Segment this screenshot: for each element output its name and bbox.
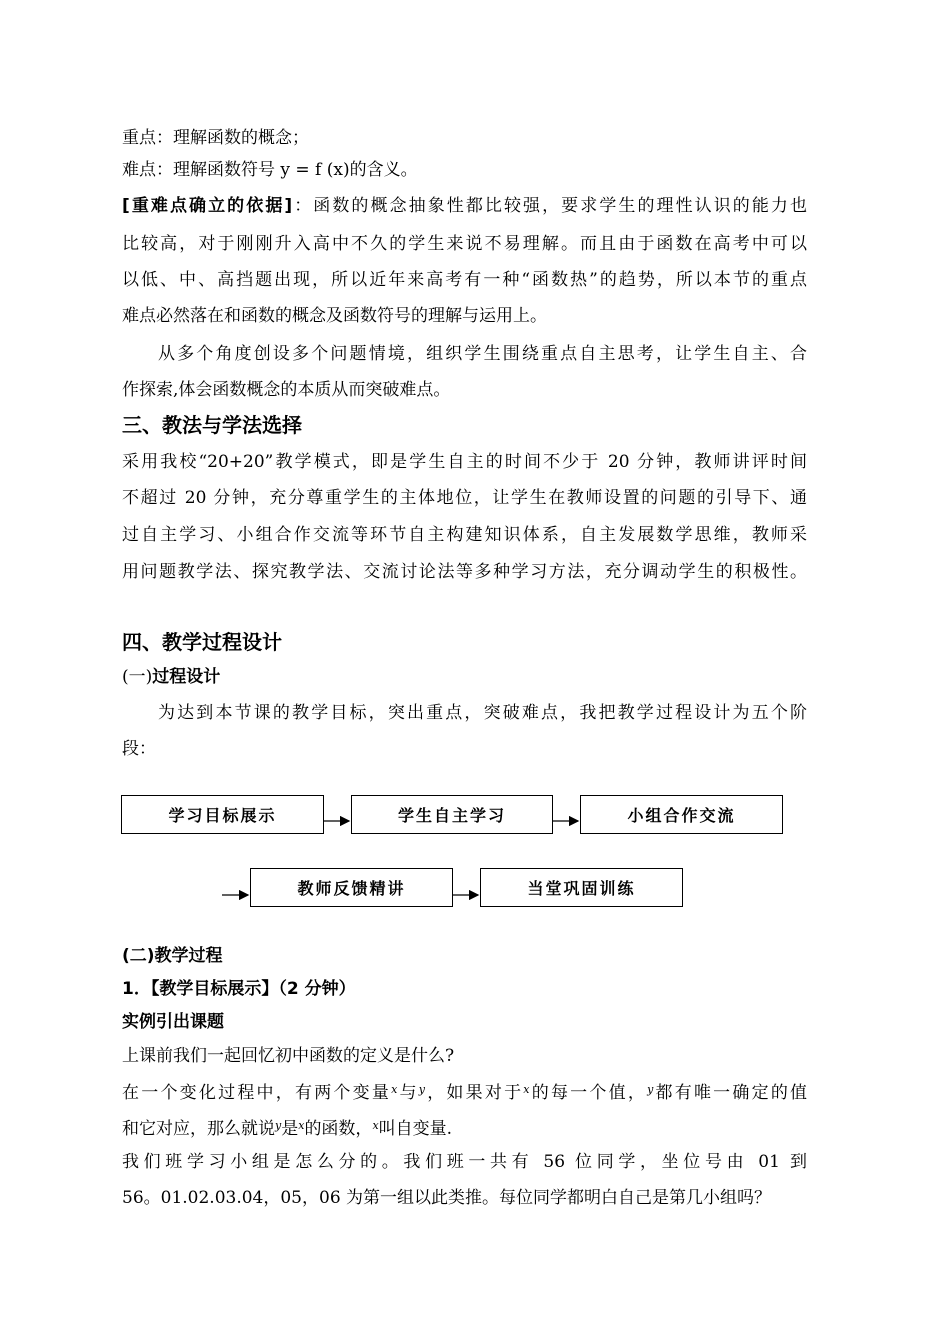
- paragraph-line: 56。01.02.03.04，05，06 为第一组以此类推。每位同学都明白自己是第几小组吗？: [122, 1188, 772, 1208]
- var-x: x: [391, 1083, 398, 1096]
- paragraph-line: 作探索,体会函数概念的本质从而突破难点。: [122, 380, 451, 400]
- flow-box-group-exchange: 小组合作交流: [580, 795, 783, 834]
- difficult-point-line: 难点：理解函数符号 y = f (x)的含义。: [122, 160, 418, 180]
- subsection-title: 过程设计: [152, 667, 221, 687]
- var-y: y: [647, 1083, 654, 1096]
- var-x: x: [298, 1119, 305, 1132]
- flow-box-teacher-feedback: 教师反馈精讲: [250, 868, 453, 907]
- key-point-line: 重点：理解函数的概念；: [122, 128, 309, 148]
- basis-label: [重难点确立的依据]: [122, 196, 293, 216]
- paragraph-line: 为达到本节课的教学目标，突出重点，突破难点，我把教学过程设计为五个阶: [158, 703, 807, 723]
- section-heading-3: 三、教法与学法选择: [122, 413, 302, 437]
- flow-box-goal-display: 学习目标展示: [121, 795, 324, 834]
- paragraph-line: 从多个角度创设多个问题情境，组织学生围绕重点自主思考，让学生自主、合: [158, 344, 807, 364]
- paragraph-line: 用问题教学法、探究教学法、交流讨论法等多种学习方法，充分调动学生的积极性。: [122, 562, 807, 582]
- section-heading-4: 四、教学过程设计: [122, 630, 282, 654]
- var-y: y: [418, 1083, 425, 1096]
- var-x: x: [523, 1083, 530, 1096]
- step-1-heading: 1．【教学目标展示】（2 分钟）: [122, 979, 356, 999]
- example-heading: 实例引出课题: [122, 1012, 224, 1032]
- paragraph-line: 过自主学习、小组合作交流等环节自主构建知识体系，自主发展数学思维，教师采: [122, 525, 807, 545]
- paragraph-line: 比较高，对于刚刚升入高中不久的学生来说不易理解。而且由于函数在高考中可以: [122, 234, 807, 254]
- flow-box-consolidation: 当堂巩固训练: [480, 868, 683, 907]
- paragraph-line: 采用我校“20+20”教学模式，即是学生自主的时间不少于 20 分钟，教师讲评时间: [122, 452, 807, 472]
- subsection-heading-2: (二)教学过程: [122, 946, 223, 966]
- flow-box-self-study: 学生自主学习: [351, 795, 553, 834]
- definition-line-1: 在一个变化过程中，有两个变量$^x$与$^y$，如果对于$^x$的每一个值，$^y$都有唯一确定的值: [122, 1083, 808, 1103]
- paragraph-line: 难点必然落在和函数的概念及函数符号的理解与运用上。: [122, 306, 547, 326]
- var-x: x: [372, 1119, 379, 1132]
- paragraph-line: 上课前我们一起回忆初中函数的定义是什么?: [122, 1046, 455, 1066]
- paragraph-line: 我们班学习小组是怎么分的。我们班一共有 56 位同学，坐位号由 01 到: [122, 1152, 807, 1172]
- subsection-number: (一): [122, 667, 153, 687]
- paragraph-line: 段：: [122, 739, 156, 759]
- basis-text: ：函数的概念抽象性都比较强，要求学生的理性认识的能力也: [292, 196, 807, 216]
- paragraph-line: 不超过 20 分钟，充分尊重学生的主体地位，让学生在教师设置的问题的引导下、通: [122, 488, 807, 508]
- paragraph-line: 以低、中、高挡题出现，所以近年来高考有一种“函数热”的趋势，所以本节的重点: [122, 270, 807, 290]
- definition-line-2: 和它对应，那么就说$^y$是$^x$的函数，$^x$叫自变量.: [122, 1119, 453, 1139]
- var-y: y: [275, 1119, 282, 1132]
